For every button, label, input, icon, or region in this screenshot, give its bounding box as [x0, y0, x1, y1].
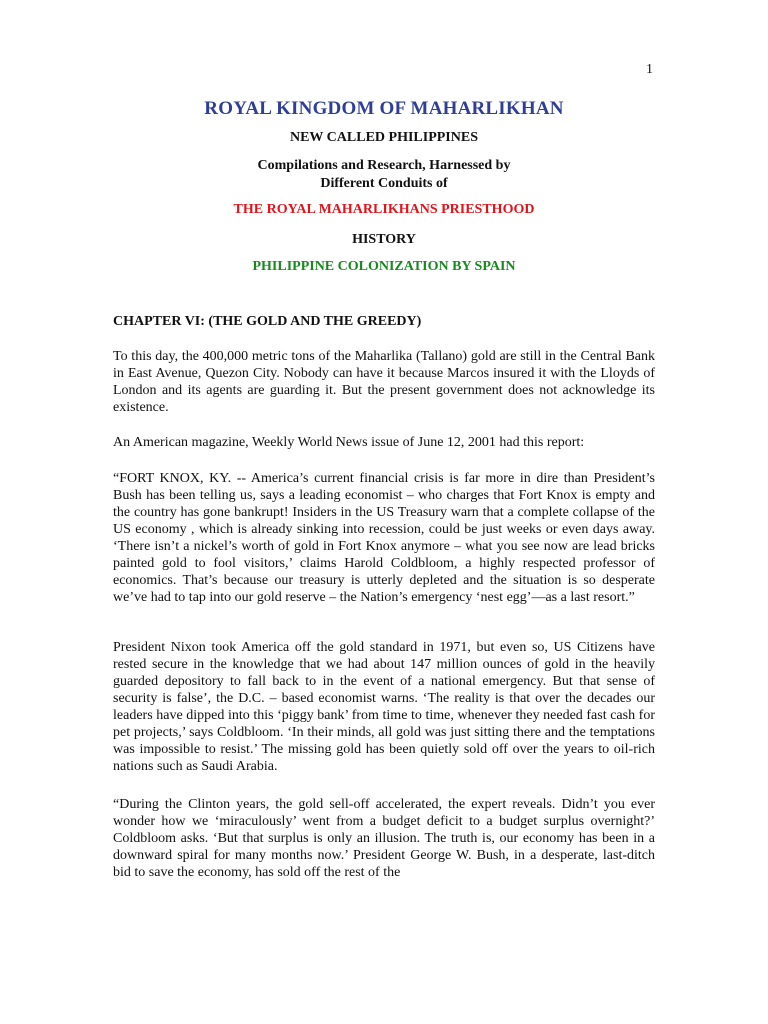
compilations-block: [0, 157, 768, 193]
chapter-heading: CHAPTER VI: (THE GOLD AND THE GREEDY): [113, 314, 422, 329]
compilations-line-2: Different Conduits of: [320, 176, 448, 191]
body-paragraph: President Nixon took America off the gold standard in 1971, but even so, US Citizens have rested secure in the knowledge that we had about 147 million ounces of gold in the heavily guarded depository to fall back to in the event of a national emergency. But that sense of security is false’, the D.C. – based economist warns. ‘The reality is that over the decades our leaders have dipped into this ‘piggy bank’ from time to time, whenever they needed fast cash for pet projects,’ says Coldbloom. ‘In their minds, all gold was just sitting there and the temptations was impossible to resist.’ The missing gold has been quietly sold off over the years to oil-rich nations such as Saudi Arabia.: [113, 640, 655, 774]
body-paragraph: “During the Clinton years, the gold sell-off accelerated, the expert reveals. Didn’t you ever wonder how we ‘miraculously’ went from a budget deficit to a budget surplus overnight?’ Coldbloom asks. ‘But that surplus is only an illusion. The truth is, our economy has been in a downward spiral for many months now.’ President George W. Bush, in a desperate, last-ditch bid to save the economy, has sold off the rest of the: [113, 797, 655, 880]
compilations-line-1: Compilations and Research, Harnessed by: [257, 158, 511, 173]
document-title: ROYAL KINGDOM OF MAHARLIKHAN: [204, 98, 564, 119]
document-subtitle: NEW CALLED PHILIPPINES: [289, 130, 478, 145]
body-paragraph: An American magazine, Weekly World News issue of June 12, 2001 had this report:: [113, 435, 585, 450]
priesthood-heading: THE ROYAL MAHARLIKHANS PRIESTHOOD: [233, 202, 535, 217]
body-paragraph: “FORT KNOX, KY. -- America’s current financial crisis is far more in dire than President’s Bush has been telling us, says a leading economist – who charges that Fort Knox is empty and the country has gone bankrupt! Insiders in the US Treasury warn that a complete collapse of the US economy , which is already sinking into recession, could be just weeks or even days away. ‘There isn’t a nickel’s worth of gold in Fort Knox anymore – what you see now are lead bricks painted gold to fool visitors,’ claims Harold Coldbloom, a highly respected professor of economics. That’s because our treasury is utterly depleted and the situation is so desperate we’ve had to tap into our gold reserve – the Nation’s emergency ‘nest egg’—as a last resort.”: [113, 471, 655, 605]
page-number: 1: [646, 62, 653, 77]
body-paragraph: To this day, the 400,000 metric tons of the Maharlika (Tallano) gold are still in the Central Bank in East Avenue, Quezon City. Nobody can have it because Marcos insured it with the Lloyds of London and its agents are guarding it. But the present government does not acknowledge its existence.: [113, 349, 655, 415]
colonization-heading: PHILIPPINE COLONIZATION BY SPAIN: [252, 259, 516, 274]
history-heading: HISTORY: [352, 232, 416, 247]
